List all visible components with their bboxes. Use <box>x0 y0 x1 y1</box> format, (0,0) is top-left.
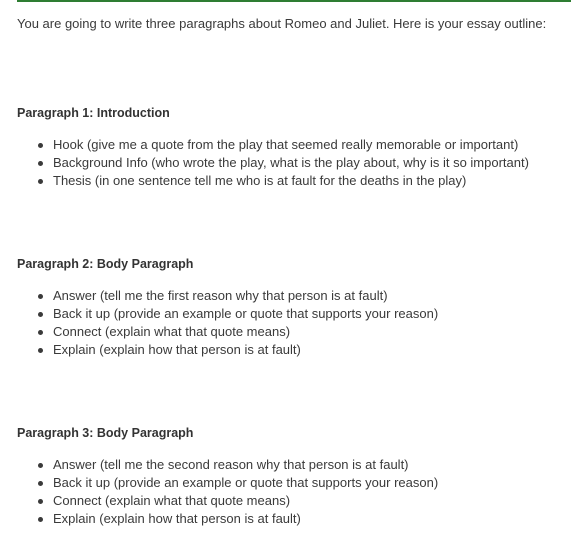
list-item-text: Explain (explain how that person is at fault) <box>53 342 301 357</box>
list-item <box>17 323 567 341</box>
list-item <box>17 474 567 492</box>
list-item <box>17 492 567 510</box>
list-item <box>17 287 567 305</box>
bullet-icon <box>38 330 43 335</box>
bullet-icon <box>38 143 43 148</box>
outline-list <box>17 287 567 359</box>
list-item <box>17 172 567 190</box>
list-item-text: Answer (tell me the first reason why that person is at fault) <box>53 288 388 303</box>
list-item-text: Back it up (provide an example or quote that supports your reason) <box>53 306 439 321</box>
list-item-text: Connect (explain what that quote means) <box>53 324 291 339</box>
list-item-text: Hook (give me a quote from the play that seemed really memorable or important) <box>53 137 519 152</box>
outline-list <box>17 136 567 190</box>
section-heading: Paragraph 3: Body Paragraph <box>17 426 194 440</box>
section-body-paragraph-1 <box>17 256 567 359</box>
bullet-icon <box>38 161 43 166</box>
bullet-icon <box>38 294 43 299</box>
bullet-icon <box>38 499 43 504</box>
section-heading: Paragraph 2: Body Paragraph <box>17 257 194 271</box>
section-heading: Paragraph 1: Introduction <box>17 106 170 120</box>
outline-list <box>17 456 567 528</box>
bullet-icon <box>38 312 43 317</box>
list-item <box>17 136 567 154</box>
bullet-icon <box>38 517 43 522</box>
section-introduction <box>17 105 567 190</box>
section-body-paragraph-2 <box>17 425 567 528</box>
top-divider <box>17 0 571 2</box>
intro-text: You are going to write three paragraphs about Romeo and Juliet. Here is your essay outline: <box>17 16 547 31</box>
bullet-icon <box>38 348 43 353</box>
list-item-text: Answer (tell me the second reason why that person is at fault) <box>53 457 409 472</box>
list-item-text: Thesis (in one sentence tell me who is at fault for the deaths in the play) <box>53 173 467 188</box>
list-item <box>17 154 567 172</box>
list-item-text: Explain (explain how that person is at fault) <box>53 511 301 526</box>
list-item-text: Background Info (who wrote the play, what is the play about, why is it so important) <box>53 155 529 170</box>
list-item <box>17 305 567 323</box>
list-item-text: Connect (explain what that quote means) <box>53 493 291 508</box>
list-item <box>17 456 567 474</box>
bullet-icon <box>38 179 43 184</box>
list-item <box>17 341 567 359</box>
bullet-icon <box>38 463 43 468</box>
bullet-icon <box>38 481 43 486</box>
list-item <box>17 510 567 528</box>
list-item-text: Back it up (provide an example or quote that supports your reason) <box>53 475 439 490</box>
